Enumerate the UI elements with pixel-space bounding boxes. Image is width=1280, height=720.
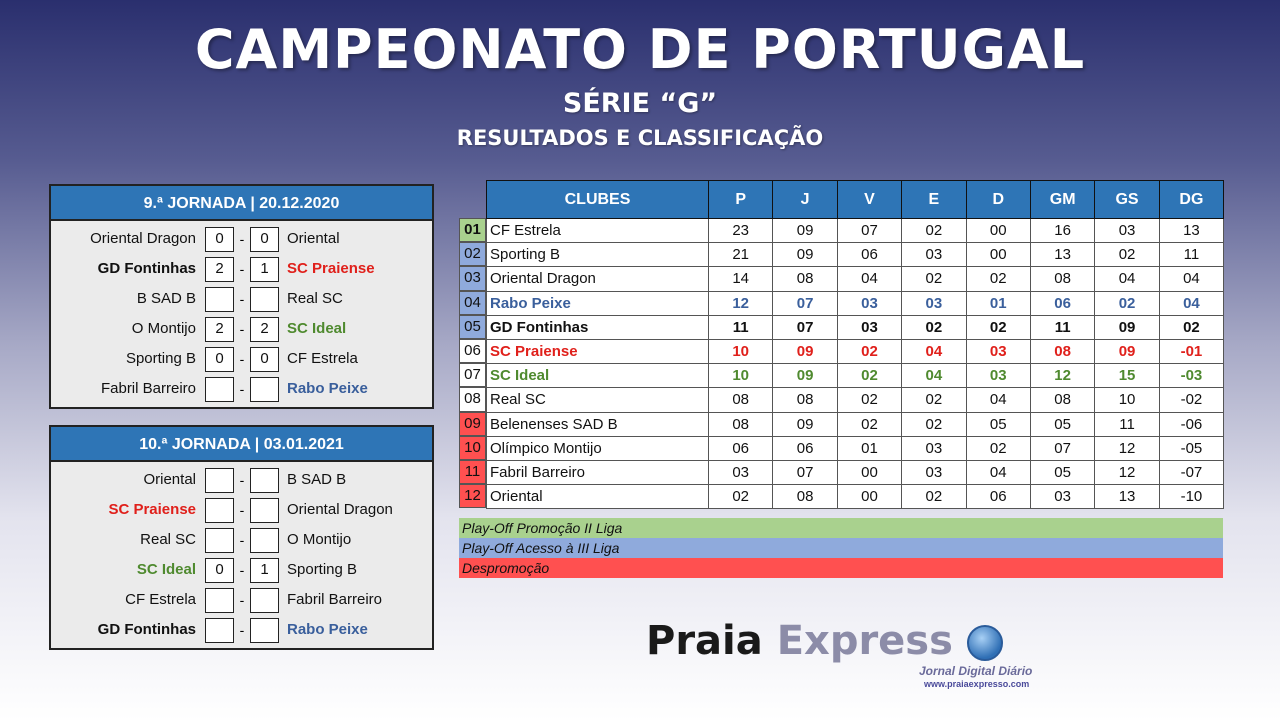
stat-j: 09 <box>773 219 837 243</box>
home-score: 2 <box>205 257 234 282</box>
standings-row <box>487 460 1224 484</box>
stat-gm: 08 <box>1030 267 1094 291</box>
stat-j: 07 <box>773 460 837 484</box>
stat-dg: -02 <box>1159 388 1223 412</box>
standings-row <box>487 485 1224 509</box>
home-score: 0 <box>205 558 234 583</box>
standings-row <box>487 243 1224 267</box>
stat-p: 23 <box>709 219 773 243</box>
position-badge: 05 <box>459 315 486 339</box>
stat-d: 00 <box>966 219 1030 243</box>
standings-header-row <box>487 181 1224 219</box>
stat-v: 04 <box>837 267 901 291</box>
stat-v: 03 <box>837 291 901 315</box>
stat-p: 08 <box>709 412 773 436</box>
col-header-gs: GS <box>1095 181 1159 219</box>
home-score: 0 <box>205 227 234 252</box>
stat-gm: 08 <box>1030 388 1094 412</box>
standings-row <box>487 364 1224 388</box>
match-row <box>51 254 432 284</box>
stat-dg: -01 <box>1159 339 1223 363</box>
home-score <box>205 498 234 523</box>
club-name: Belenenses SAD B <box>487 412 709 436</box>
page-subtitle: SÉRIE “G” <box>562 88 718 119</box>
home-team: Sporting B <box>125 350 196 367</box>
home-score <box>205 468 234 493</box>
away-team: SC Ideal <box>287 320 347 337</box>
stat-d: 04 <box>966 460 1030 484</box>
club-name: Oriental Dragon <box>487 267 709 291</box>
position-badge: 10 <box>459 436 486 460</box>
match-row <box>51 525 432 555</box>
stat-v: 02 <box>837 412 901 436</box>
stat-e: 03 <box>902 436 966 460</box>
stat-j: 07 <box>773 291 837 315</box>
col-header-dg: DG <box>1159 181 1223 219</box>
stat-gs: 12 <box>1095 436 1159 460</box>
away-score <box>250 468 279 493</box>
stat-gs: 02 <box>1095 243 1159 267</box>
away-score: 1 <box>250 558 279 583</box>
club-name: SC Ideal <box>487 364 709 388</box>
stat-p: 12 <box>709 291 773 315</box>
legend-acesso: Play-Off Acesso à III Liga <box>459 538 1223 558</box>
score-separator: - <box>239 622 245 638</box>
away-team: CF Estrela <box>287 350 358 367</box>
stat-p: 10 <box>709 364 773 388</box>
stat-d: 01 <box>966 291 1030 315</box>
club-name: Real SC <box>487 388 709 412</box>
stat-p: 08 <box>709 388 773 412</box>
away-score <box>250 588 279 613</box>
logo-tagline: Jornal Digital Diário <box>919 664 1033 678</box>
away-score <box>250 618 279 643</box>
match-row <box>51 314 432 344</box>
stat-v: 00 <box>837 485 901 509</box>
club-name: Sporting B <box>487 243 709 267</box>
stat-d: 03 <box>966 339 1030 363</box>
stat-dg: -07 <box>1159 460 1223 484</box>
stat-dg: 04 <box>1159 267 1223 291</box>
stat-e: 03 <box>902 460 966 484</box>
home-team: O Montijo <box>131 320 196 337</box>
stat-e: 02 <box>902 219 966 243</box>
stat-p: 14 <box>709 267 773 291</box>
home-team: GD Fontinhas <box>97 260 196 277</box>
standings-row <box>487 291 1224 315</box>
position-badge: 12 <box>459 484 486 508</box>
away-team: SC Praiense <box>287 260 375 277</box>
col-header-e: E <box>902 181 966 219</box>
away-score <box>250 287 279 312</box>
match-row <box>51 374 432 404</box>
stat-gm: 08 <box>1030 339 1094 363</box>
stat-e: 04 <box>902 364 966 388</box>
stat-d: 02 <box>966 267 1030 291</box>
page-title: CAMPEONATO DE PORTUGAL <box>194 18 1086 81</box>
standings-row <box>487 339 1224 363</box>
home-team: B SAD B <box>136 290 196 307</box>
match-row <box>51 495 432 525</box>
score-separator: - <box>239 502 245 518</box>
stat-e: 02 <box>902 315 966 339</box>
away-team: O Montijo <box>287 531 352 548</box>
stat-dg: 04 <box>1159 291 1223 315</box>
col-header-j: J <box>773 181 837 219</box>
stat-gs: 03 <box>1095 219 1159 243</box>
match-row <box>51 585 432 615</box>
position-badge: 06 <box>459 339 486 363</box>
club-name: Fabril Barreiro <box>487 460 709 484</box>
home-score: 2 <box>205 317 234 342</box>
standings-row <box>487 219 1224 243</box>
away-score: 0 <box>250 227 279 252</box>
home-score: 0 <box>205 347 234 372</box>
col-header-d: D <box>966 181 1030 219</box>
away-team: Rabo Peixe <box>287 621 368 638</box>
home-team: GD Fontinhas <box>97 621 196 638</box>
home-score <box>205 588 234 613</box>
home-score <box>205 377 234 402</box>
score-separator: - <box>239 231 245 247</box>
score-separator: - <box>239 592 245 608</box>
stat-v: 02 <box>837 388 901 412</box>
stat-gm: 12 <box>1030 364 1094 388</box>
club-name: Rabo Peixe <box>487 291 709 315</box>
stat-p: 10 <box>709 339 773 363</box>
stat-gs: 04 <box>1095 267 1159 291</box>
home-team: Oriental <box>143 471 196 488</box>
home-team: CF Estrela <box>125 591 196 608</box>
stat-j: 09 <box>773 364 837 388</box>
away-score: 1 <box>250 257 279 282</box>
stat-j: 08 <box>773 388 837 412</box>
stat-dg: -03 <box>1159 364 1223 388</box>
stat-p: 02 <box>709 485 773 509</box>
home-team: Oriental Dragon <box>90 230 196 247</box>
standings-table <box>486 180 1224 509</box>
stat-gs: 12 <box>1095 460 1159 484</box>
away-team: Rabo Peixe <box>287 380 368 397</box>
stat-d: 06 <box>966 485 1030 509</box>
stat-d: 02 <box>966 315 1030 339</box>
stat-gm: 16 <box>1030 219 1094 243</box>
home-team: Fabril Barreiro <box>100 380 196 397</box>
stat-dg: -05 <box>1159 436 1223 460</box>
legend-despromocao: Despromoção <box>459 558 1223 578</box>
standings-row <box>487 388 1224 412</box>
stat-gs: 10 <box>1095 388 1159 412</box>
stat-gs: 11 <box>1095 412 1159 436</box>
standings-row <box>487 315 1224 339</box>
away-team: Oriental Dragon <box>287 501 393 518</box>
score-separator: - <box>239 532 245 548</box>
away-team: Real SC <box>287 290 343 307</box>
score-separator: - <box>239 351 245 367</box>
stat-gs: 13 <box>1095 485 1159 509</box>
praia-express-logo <box>646 618 1066 698</box>
score-separator: - <box>239 472 245 488</box>
stat-gm: 05 <box>1030 412 1094 436</box>
away-team: Fabril Barreiro <box>287 591 383 608</box>
position-badge: 07 <box>459 363 486 387</box>
stat-v: 02 <box>837 364 901 388</box>
away-team: Sporting B <box>287 561 358 578</box>
home-team: SC Praiense <box>108 501 196 518</box>
stat-d: 03 <box>966 364 1030 388</box>
logo-wordmark <box>646 618 953 664</box>
club-name: GD Fontinhas <box>487 315 709 339</box>
stat-p: 06 <box>709 436 773 460</box>
stat-j: 06 <box>773 436 837 460</box>
club-name: CF Estrela <box>487 219 709 243</box>
stat-p: 21 <box>709 243 773 267</box>
away-score <box>250 377 279 402</box>
away-score <box>250 528 279 553</box>
stat-gs: 02 <box>1095 291 1159 315</box>
globe-icon <box>967 625 1003 661</box>
stat-p: 03 <box>709 460 773 484</box>
round10-panel <box>49 425 434 650</box>
home-team: SC Ideal <box>136 561 196 578</box>
score-separator: - <box>239 381 245 397</box>
match-row <box>51 465 432 495</box>
legend-promo: Play-Off Promoção II Liga <box>459 518 1223 538</box>
club-name: Olímpico Montijo <box>487 436 709 460</box>
stat-e: 02 <box>902 485 966 509</box>
col-header-gm: GM <box>1030 181 1094 219</box>
position-badge: 09 <box>459 412 486 436</box>
position-badge: 01 <box>459 218 486 242</box>
away-score: 0 <box>250 347 279 372</box>
stat-d: 02 <box>966 436 1030 460</box>
stat-j: 07 <box>773 315 837 339</box>
position-badge: 08 <box>459 387 486 411</box>
col-header-v: V <box>837 181 901 219</box>
away-score <box>250 498 279 523</box>
match-row <box>51 284 432 314</box>
stat-d: 00 <box>966 243 1030 267</box>
logo-word-express: Express <box>776 618 953 664</box>
stat-dg: 13 <box>1159 219 1223 243</box>
position-badge: 02 <box>459 242 486 266</box>
score-separator: - <box>239 562 245 578</box>
stat-e: 03 <box>902 243 966 267</box>
stat-gs: 15 <box>1095 364 1159 388</box>
stat-dg: -06 <box>1159 412 1223 436</box>
position-badge: 03 <box>459 266 486 290</box>
stat-e: 03 <box>902 291 966 315</box>
home-score <box>205 287 234 312</box>
page-subtitle-2: RESULTADOS E CLASSIFICAÇÃO <box>456 126 824 150</box>
score-separator: - <box>239 321 245 337</box>
home-score <box>205 618 234 643</box>
col-header-p: P <box>709 181 773 219</box>
match-row <box>51 555 432 585</box>
stat-d: 04 <box>966 388 1030 412</box>
stat-j: 08 <box>773 267 837 291</box>
stat-v: 03 <box>837 315 901 339</box>
stat-e: 04 <box>902 339 966 363</box>
stat-v: 00 <box>837 460 901 484</box>
stat-j: 09 <box>773 243 837 267</box>
stat-e: 02 <box>902 267 966 291</box>
stat-v: 07 <box>837 219 901 243</box>
position-badge: 04 <box>459 291 486 315</box>
match-row <box>51 224 432 254</box>
stat-e: 02 <box>902 388 966 412</box>
stat-gm: 06 <box>1030 291 1094 315</box>
stat-dg: -10 <box>1159 485 1223 509</box>
home-team: Real SC <box>140 531 196 548</box>
logo-url: www.praiaexpresso.com <box>924 679 1030 689</box>
stat-gm: 07 <box>1030 436 1094 460</box>
stat-gs: 09 <box>1095 339 1159 363</box>
club-name: Oriental <box>487 485 709 509</box>
away-team: Oriental <box>287 230 340 247</box>
stat-d: 05 <box>966 412 1030 436</box>
home-score <box>205 528 234 553</box>
stat-v: 02 <box>837 339 901 363</box>
match-row <box>51 615 432 645</box>
logo-word-praia: Praia <box>646 618 763 664</box>
away-team: B SAD B <box>287 471 347 488</box>
stat-v: 01 <box>837 436 901 460</box>
stat-gs: 09 <box>1095 315 1159 339</box>
stat-j: 09 <box>773 339 837 363</box>
stat-gm: 11 <box>1030 315 1094 339</box>
stat-e: 02 <box>902 412 966 436</box>
round10-title: 10.ª JORNADA | 03.01.2021 <box>51 427 432 462</box>
away-score: 2 <box>250 317 279 342</box>
position-badge: 11 <box>459 460 486 484</box>
stat-j: 08 <box>773 485 837 509</box>
stat-j: 09 <box>773 412 837 436</box>
standings-row <box>487 412 1224 436</box>
round9-panel <box>49 184 434 409</box>
stat-gm: 13 <box>1030 243 1094 267</box>
match-row <box>51 344 432 374</box>
club-name: SC Praiense <box>487 339 709 363</box>
stat-dg: 02 <box>1159 315 1223 339</box>
round9-title: 9.ª JORNADA | 20.12.2020 <box>51 186 432 221</box>
stat-p: 11 <box>709 315 773 339</box>
stat-gm: 03 <box>1030 485 1094 509</box>
stat-v: 06 <box>837 243 901 267</box>
score-separator: - <box>239 261 245 277</box>
standings-row <box>487 436 1224 460</box>
stat-dg: 11 <box>1159 243 1223 267</box>
col-header-clubes: CLUBES <box>487 181 709 219</box>
standings-row <box>487 267 1224 291</box>
score-separator: - <box>239 291 245 307</box>
stat-gm: 05 <box>1030 460 1094 484</box>
